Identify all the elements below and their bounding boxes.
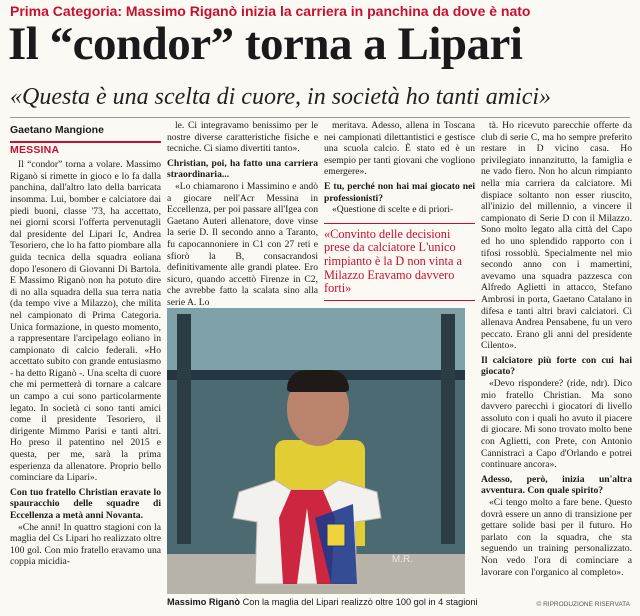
kicker: Prima Categoria: Massimo Riganò inizia la carriera in panchina da dove è nato [10, 3, 531, 19]
column-4 [481, 120, 632, 606]
player-hair [287, 370, 349, 392]
photo-frame [441, 314, 455, 544]
question: Il calciatore più forte con cui hai giocato? [481, 354, 632, 378]
paragraph: «Questione di scelte e di priori- [332, 204, 454, 216]
paragraph: tà. Ho ricevuto parecchie offerte da club di serie C, ma ho sempre preferito restare in D vicino casa. Ho privilegiato innanzitutto, la famiglia e ne vado fiero. Non ho alcun rimpianto nella mia carriera da calciatore. Mi dispiace soltanto non esser riuscito, all'inizio del millennio, a vincere il campionato di Serie D con il Milazzo. Sono molto legato alla città del Capo ed ho uno splendido rapporto con i tifosi rossoblù. Specialmente nel mio secondo anno con i mamertini, avevamo una squadra pazzesca con Alfredo Aglietti in attacco, Stefano Ambrosi in porta, Gaetano Catalano in difesa e tanti altri bravi calciatori. Ci allenava Andrea Pensabene, fu un vero peccato. Erano gli anni del presidente Cilento». [481, 120, 632, 352]
question: Christian, poi, ha fatto una carriera straordinaria... [167, 157, 318, 181]
caption-text: Con la maglia del Lipari realizzò oltre 100 gol in 4 stagioni [242, 597, 478, 607]
pull-quote: «Convinto delle decisioni prese da calciatore L'unico rimpianto è la D non vinta a Milazzo Eravamo davvero forti» [324, 223, 475, 301]
section-label: MESSINA [10, 141, 161, 157]
photo-label: M.R. [391, 554, 413, 565]
headline: Il “condor” torna a Lipari [8, 18, 523, 70]
divider [10, 117, 630, 118]
copyright-credit: © RIPRODUZIONE RISERVATA [536, 601, 630, 608]
paragraph: «Lo chiamarono i Massimino e andò a giocare nell'Acr Messina in Eccellenza, per poi passare all'Igea con Gaetano Auteri allenatore, dove vinse la serie D. Il secondo anno a Taranto, fu capocannoniere in C1 con 27 reti e sfiorò la B, consacrandosi definitivamente alle grandi platee. Ero sicuro, quando accettò Firenze in C2, che avrebbe fatto la scalata sino alla serie A. Lo [167, 180, 318, 306]
photo [167, 308, 465, 594]
paragraph: «Ci tengo molto a fare bene. Questo dovrà essere un anno di transizione per gettare solide basi per il futuro. Ho parlato con la squadra, che sta seguendo un training personalizzato. Non vedo l'ora di cominciare a lavorare con l'organico al completo». [481, 497, 632, 578]
photo-window [167, 308, 465, 378]
subhead: «Questa è una scelta di cuore, in società ho tanti amici» [10, 84, 552, 110]
paragraph: meritava. Adesso, allena in Toscana nei campionati dilettantistici e gestisce una scuola calcio. È stato ed è un esempio per tanti giovani che vogliono emergere». [324, 120, 475, 178]
column-1 [10, 120, 161, 606]
photo-caption [167, 597, 477, 607]
paragraph: le. Ci integravamo benissimo per le nostre diverse caratteristiche fisiche e tecniche. Ci siamo divertiti tanto». [167, 120, 318, 155]
question: Con tuo fratello Christian eravate lo spauracchio delle squadre di Eccellenza a metà anni Novanta. [10, 486, 161, 521]
column-3 [324, 120, 475, 306]
column-2 [167, 120, 318, 306]
paragraph: Il “condor” torna a volare. Massimo Riganò si rimette in gioco e lo fa dalla panchina, dall'altro lato della barricata insomma. Lui, bomber e calciatore dai piedi buoni, classe '73, ha accettato, nei giorni scorsi l'offerta pervenutagli dal presidente del Lipari Ic, Andrea Tesoriero, che lo ha fatto piombare alla guida tecnica della squadra eoliana dopo l'esonero di Giovanni Di Bartola. E Massimo Riganò non ha potuto dire di no alla squadra della sua terra natia (da tempo vive a Milazzo), che milita nel campionato di Prima Categoria. Unica formazione, in questo momento, a rappresentare l'arcipelago eoliano in campionato di calcio federali. «Ho accettato subito con grande entusiasmo - ha detto Riganò -. Una scelta di cuore che mi permetterà di tornare a calcare un campo a cui sono particolarmente legato. In società ci sono tanti amici come il presidente Tesoriero, il dirigente Mimmo Parisi e tanti altri. Ho preso il patentino nel 2015 e questa, per me, sarà la prima esperienza da allenatore. Proprio bello cominciare da Lipari». [10, 159, 161, 484]
jersey-image [231, 478, 383, 586]
question: E tu, perché non hai mai giocato nei professionisti? [324, 180, 475, 204]
caption-name: Massimo Riganò [167, 597, 241, 607]
question: Adesso, però, inizia un'altra avventura. Con quale spirito? [481, 473, 632, 497]
photo-frame [177, 314, 191, 544]
paragraph: «Che anni! In quattro stagioni con la maglia del Cs Lipari ho realizzato oltre 100 gol. Con mio fratello eravamo una coppia micidia- [10, 521, 161, 568]
byline: Gaetano Mangione [10, 124, 104, 136]
paragraph: «Devo rispondere? (ride, ndr). Dico mio fratello Christian. Ma sono davvero parecchi i giocatori di livello assoluto con i quali ho avuto il piacere di giocare. Mi sono trovato molto bene con Aglietti, con Prete, con Antonio Cannistracì a Capo d'Orlando e potrei continuare ancora». [481, 378, 632, 471]
